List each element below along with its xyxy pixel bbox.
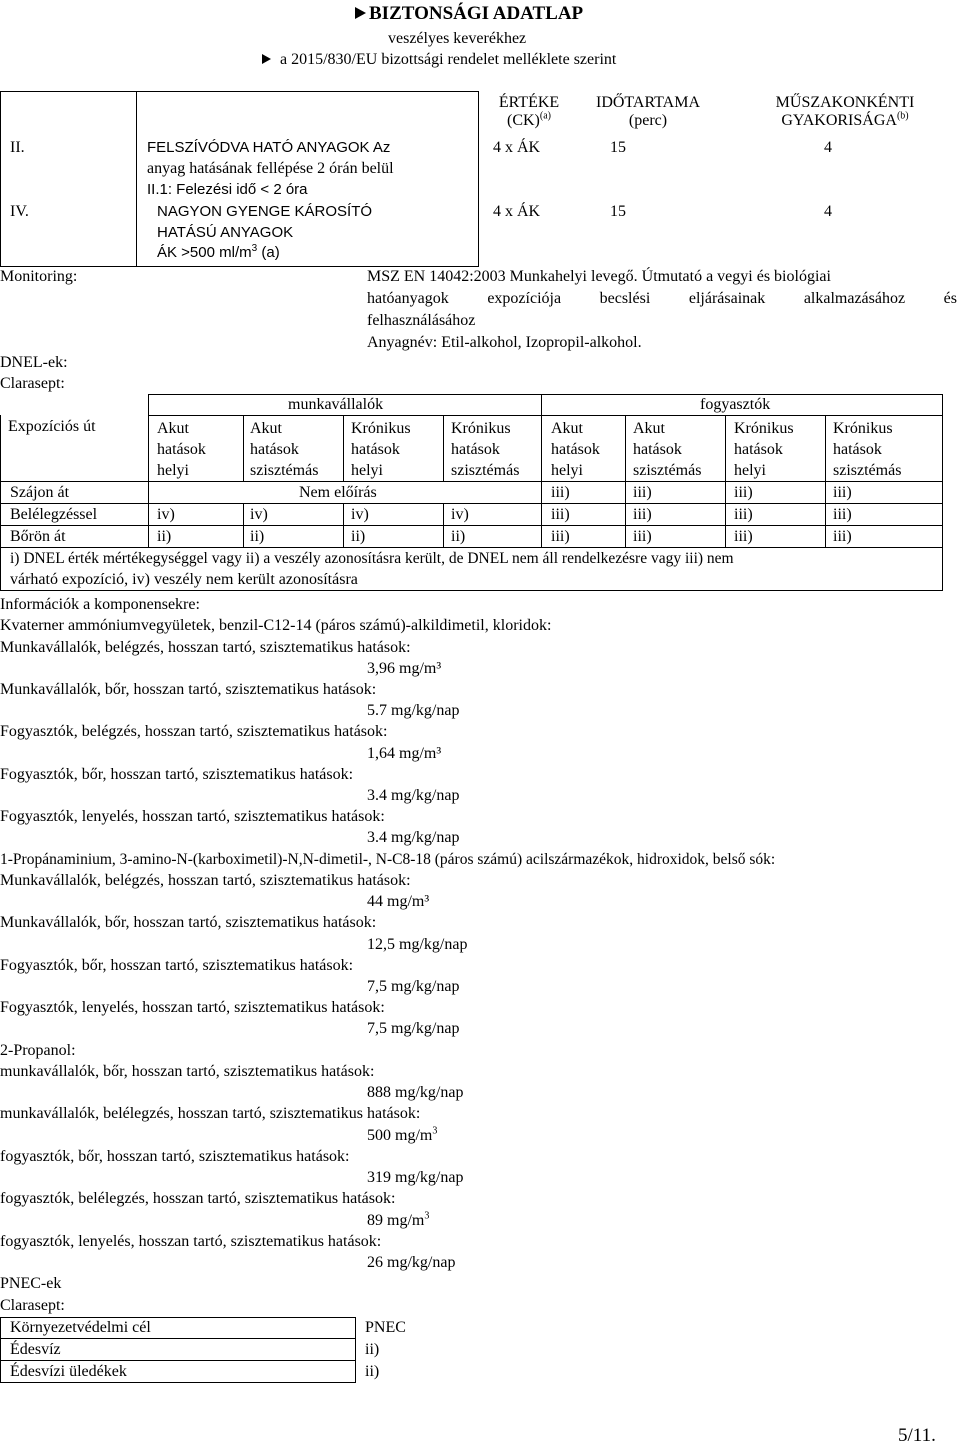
component-item-value: 7,5 mg/kg/nap (367, 978, 460, 995)
dnel-footnote: i) DNEL érték mértékegységgel vagy ii) a veszély azonosításra került, de DNEL nem áll rendelkezésre vagy iii) nem (10, 550, 734, 567)
pnec-target: Édesvízi üledékek (10, 1363, 127, 1380)
col-route-header: Expozíciós út (8, 418, 96, 435)
component-item-value: 3.4 mg/kg/nap (367, 787, 460, 804)
dnel-col-header: Akut hatások szisztémás (250, 420, 319, 479)
dnel-cell: ii) (351, 528, 366, 545)
dnel-col-header: Akut hatások szisztémás (633, 420, 702, 479)
component-item-value: 5.7 mg/kg/nap (367, 702, 460, 719)
dnel-cell: iii) (833, 484, 852, 501)
dnel-cell: ii) (157, 528, 172, 545)
dnel-cell: iii) (633, 528, 652, 545)
component-item-label: munkavállalók, belélegzés, hosszan tartó, szisztematikus hatások: (0, 1105, 421, 1122)
dnel-col-header: Krónikus hatások szisztémás (451, 420, 520, 479)
dnel-footnote: várható expozíció, iv) veszély nem került azonosításra (10, 571, 358, 588)
col-header-duration: IDŐTARTAMA (perc) (595, 94, 701, 129)
component-item-label: Fogyasztók, bőr, hosszan tartó, szisztematikus hatások: (0, 766, 354, 783)
monitoring-line: felhasználásához (367, 312, 476, 329)
dnel-cell: iii) (633, 506, 652, 523)
pnec-target: Édesvíz (10, 1341, 61, 1358)
dnel-cell: ii) (451, 528, 466, 545)
dnel-clarasept: Clarasept: (0, 375, 65, 392)
component-name: Kvaterner ammóniumvegyületek, benzil-C12-14 (páros számú)-alkildimetil, kloridok: (0, 617, 552, 634)
component-item-label: munkavállalók, bőr, hosszan tartó, szisztematikus hatások: (0, 1063, 375, 1080)
document-subtitle: veszélyes keverékhez (388, 30, 527, 47)
group-workers: munkavállalók (288, 396, 384, 413)
components-title: Információk a komponensekre: (0, 596, 200, 613)
dnel-cell: ii) (250, 528, 265, 545)
route-inhalation: Belélegzéssel (10, 506, 98, 523)
component-item-label: Munkavállalók, belégzés, hosszan tartó, szisztematikus hatások: (0, 639, 411, 656)
limit-description: ÁK >500 $ml/m^3$ (a) (157, 243, 280, 261)
monitoring-line: hatóanyagok expozíciója becslési eljárásainak alkalmazásához és (367, 290, 957, 307)
dnel-cell: iii) (551, 506, 570, 523)
component-item-value: 7,5 mg/kg/nap (367, 1020, 460, 1037)
component-item-label: Fogyasztók, lenyelés, hosszan tartó, szisztematikus hatások: (0, 999, 385, 1016)
dnel-col-header: Krónikus hatások szisztémás (833, 420, 902, 479)
component-item-label: Munkavállalók, bőr, hosszan tartó, szisztematikus hatások: (0, 681, 377, 698)
dnel-cell: iii) (551, 528, 570, 545)
limit-description: HATÁSÚ ANYAGOK (157, 224, 294, 241)
limit-value: 4 x ÁK (493, 203, 541, 220)
regulation-line: a 2015/830/EU bizottsági rendelet melléklete szerint (262, 51, 616, 69)
dnel-cell: iii) (633, 484, 652, 501)
dnel-cell: iii) (734, 528, 753, 545)
limit-description: anyag hatásának fellépése 2 órán belül (147, 160, 394, 177)
dnel-col-header: Krónikus hatások helyi (734, 420, 794, 479)
component-item-value: 3.4 mg/kg/nap (367, 829, 460, 846)
limit-category: II. (10, 139, 25, 156)
dnel-label: DNEL-ek: (0, 354, 68, 371)
page-number: 5/11. (898, 1425, 936, 1446)
limit-description: NAGYON GYENGE KÁROSÍTÓ (157, 203, 373, 220)
route-oral: Szájon át (10, 484, 70, 501)
dnel-cell: iii) (833, 506, 852, 523)
dnel-cell: iv) (351, 506, 369, 523)
component-item-label: fogyasztók, lenyelés, hosszan tartó, szisztematikus hatások: (0, 1233, 382, 1250)
monitoring-line: MSZ EN 14042:2003 Munkahelyi levegő. Útmutató a vegyi és biológiai (367, 268, 831, 285)
component-item-label: Munkavállalók, bőr, hosszan tartó, szisztematikus hatások: (0, 914, 377, 931)
dnel-col-header: Akut hatások helyi (551, 420, 600, 479)
group-consumers: fogyasztók (700, 396, 771, 413)
col-header-value: ÉRTÉKE (CK)$^{(a)}$ (498, 94, 560, 129)
component-item-label: fogyasztók, belélegzés, hosszan tartó, szisztematikus hatások: (0, 1190, 396, 1207)
component-item-label: Fogyasztók, bőr, hosszan tartó, szisztematikus hatások: (0, 957, 354, 974)
monitoring-label: Monitoring: (0, 268, 78, 285)
component-item-label: fogyasztók, bőr, hosszan tartó, szisztematikus hatások: (0, 1148, 350, 1165)
pnec-label: PNEC-ek (0, 1275, 62, 1292)
arrow-icon (262, 54, 271, 64)
pnec-value: ii) (365, 1341, 380, 1358)
component-item-value: 319 mg/kg/nap (367, 1169, 464, 1186)
component-item-value: 44 mg/m³ (367, 893, 430, 910)
component-name: 1-Propánaminium, 3-amino-N-(karboximetil)-N,N-dimetil-, N-C8-18 (páros számú) acilszármazékok, hidroxidok, belső sók: (0, 851, 776, 868)
monitoring-line: Anyagnév: Etil-alkohol, Izopropil-alkohol. (367, 334, 642, 351)
oral-workers-value: Nem előírás (299, 484, 377, 501)
dnel-cell: iii) (833, 528, 852, 545)
dnel-col-header: Krónikus hatások helyi (351, 420, 411, 479)
col-header-frequency: MŰSZAKONKÉNTI GYAKORISÁGA$^{(b)}$ (775, 94, 915, 129)
dnel-cell: iv) (157, 506, 175, 523)
route-dermal: Bőrön át (10, 528, 66, 545)
component-name: 2-Propanol: (0, 1042, 76, 1059)
limit-duration: 15 (610, 139, 626, 156)
limit-description: II.1: Felezési idő < 2 óra (147, 181, 308, 198)
component-item-label: Fogyasztók, lenyelés, hosszan tartó, szisztematikus hatások: (0, 808, 385, 825)
dnel-cell: iii) (734, 484, 753, 501)
arrow-icon (355, 7, 366, 19)
limit-frequency: 4 (824, 139, 832, 156)
component-item-value: 1,64 mg/m³ (367, 745, 442, 762)
component-item-value: 26 mg/kg/nap (367, 1254, 456, 1271)
dnel-col-header: Akut hatások helyi (157, 420, 206, 479)
pnec-header-value: PNEC (365, 1319, 406, 1336)
limit-category: IV. (10, 203, 29, 220)
pnec-clarasept: Clarasept: (0, 1297, 65, 1314)
component-item-value: 89 $mg/m^3$ (367, 1210, 430, 1229)
component-item-label: Fogyasztók, belégzés, hosszan tartó, szisztematikus hatások: (0, 723, 388, 740)
limit-value: 4 x ÁK (493, 139, 541, 156)
pnec-value: ii) (365, 1363, 380, 1380)
component-item-value: 888 mg/kg/nap (367, 1084, 464, 1101)
dnel-cell: iv) (250, 506, 268, 523)
limit-description: FELSZÍVÓDVA HATÓ ANYAGOK Az (147, 139, 391, 156)
pnec-header-target: Környezetvédelmi cél (10, 1319, 151, 1336)
document-title: BIZTONSÁGI ADATLAP (355, 3, 583, 25)
component-item-value: 500 $mg/m^3$ (367, 1125, 438, 1144)
component-item-value: 3,96 mg/m³ (367, 660, 442, 677)
limit-frequency: 4 (824, 203, 832, 220)
dnel-cell: iii) (551, 484, 570, 501)
component-item-label: Munkavállalók, belégzés, hosszan tartó, szisztematikus hatások: (0, 872, 411, 889)
limit-duration: 15 (610, 203, 626, 220)
dnel-cell: iii) (734, 506, 753, 523)
dnel-cell: iv) (451, 506, 469, 523)
component-item-value: 12,5 mg/kg/nap (367, 936, 468, 953)
